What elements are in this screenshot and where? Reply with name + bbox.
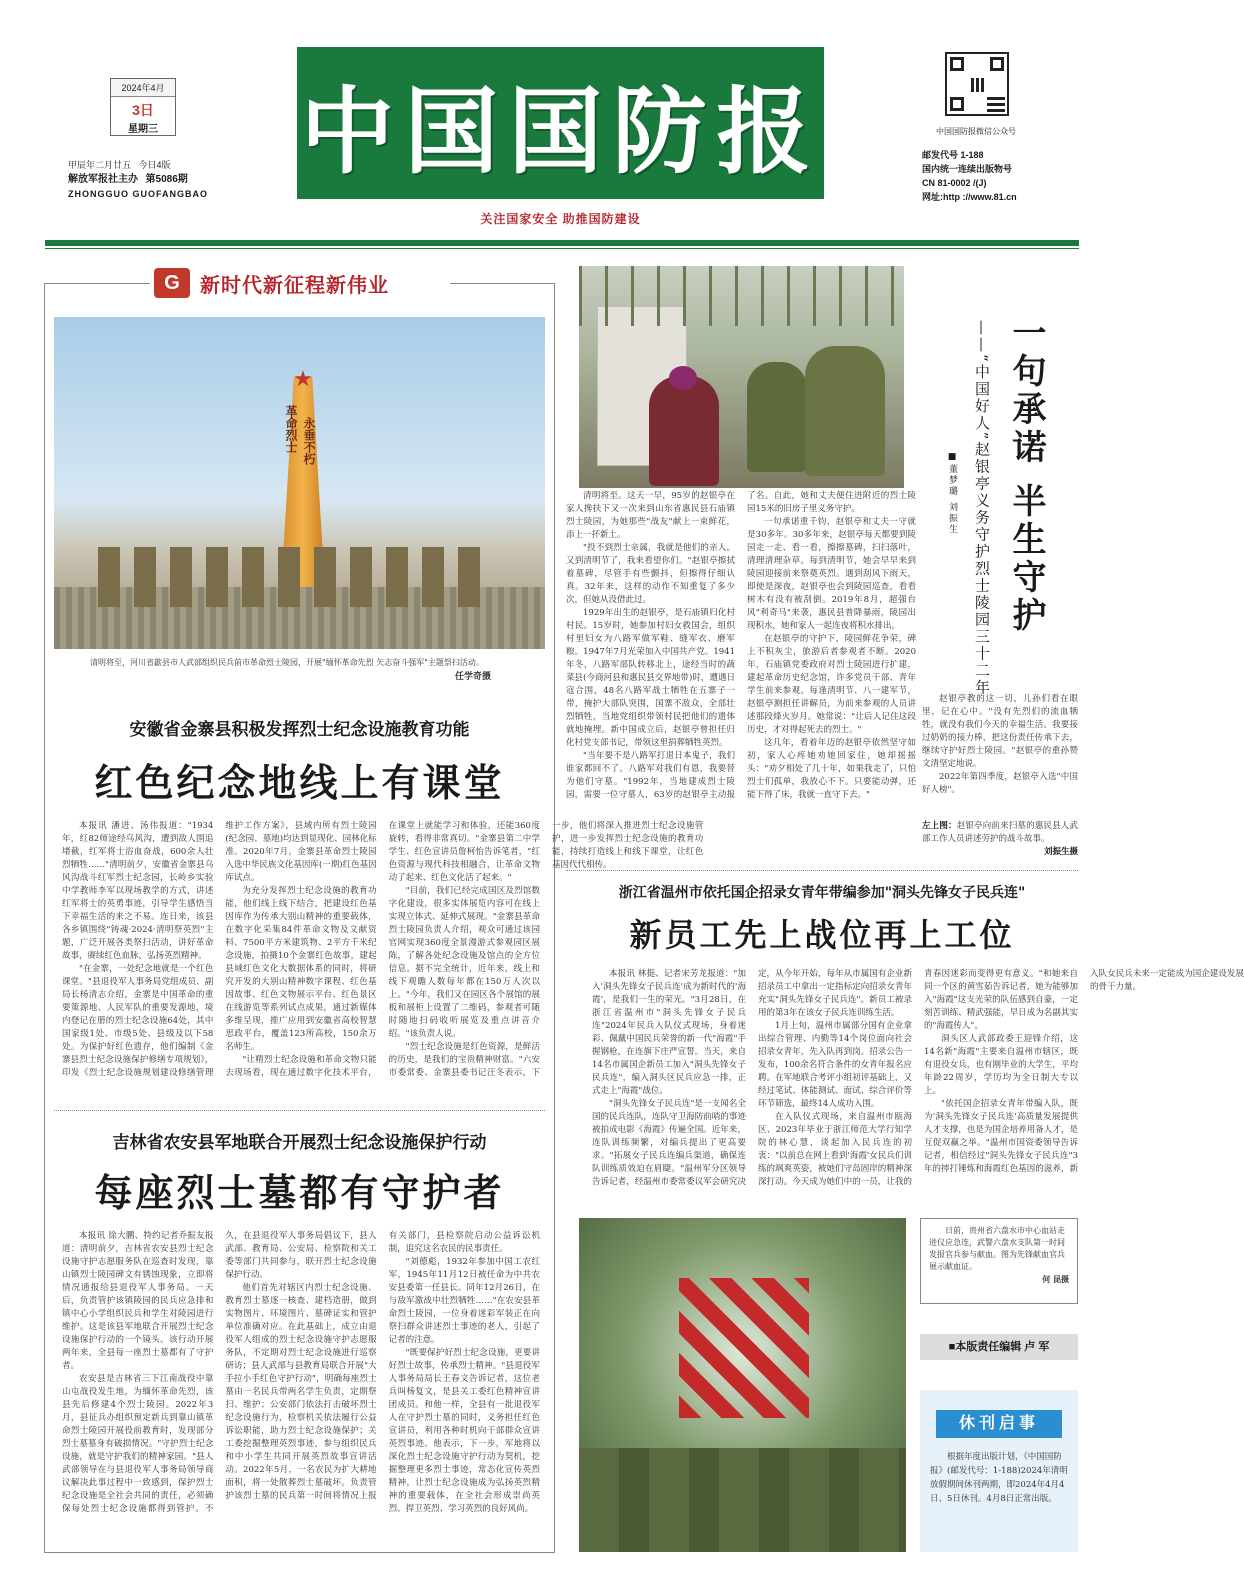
- feature-paragraph: "当年要不是八路军打退日本鬼子，我们谁家都回不了。八路军对我们有恩，我要替为他们守墓。"1992年，当地建成烈士陵园，需要一位守墓人，63岁的赵银亭主动报了名。自此，她和丈夫便住进附近的烈士陵园15米的旧房子里义务守护。: [566, 491, 916, 800]
- story3-headline: 新员工先上战位再上工位: [629, 916, 1015, 954]
- story3-paragraph: 在入队仪式现场，来自温州市瓯海区、2023年毕业于浙江师范大学行知学院的林心慧，谈起加入民兵连的初衷："以前总在网上看到'海霞'女民兵们训练的飒爽英姿，被她们守岛固岸的精神深深打动。今天成为她们中的一员，让我的青春因迷彩而变得更有意义。"和她来自同一个区的黄雪茹告诉记者，她为能够加入"海霞"这支光荣的队伍感到自豪，一定刻苦训练、精武强能，早日成为名副其实的"海霞传人"。: [758, 969, 1078, 1187]
- masthead-meta-right: [922, 148, 1017, 204]
- date-day: 3日: [132, 102, 154, 118]
- story2-paragraph: "刘德彪，1932年参加中国工农红军，1945年11月12日被任命为中共农安县委第一任县长。同年12月26日，在与敌军激战中壮烈牺牲……"在农安县革命烈士陵园，一位身着迷彩军装正在向祭扫群众讲述烈士事迹的老人，引起了记者的注意。: [388, 1257, 540, 1345]
- notice-body: 根据年度出版计划，《中国国防报》(邮发代号：1-188)2024年清明放假期间休刊两期，即2024年4月4日、5日休刊。4月8日正常出版。: [930, 1452, 1068, 1504]
- story1-paragraph: "烈士纪念设施是红色资源，是鲜活的历史，是我们的宝贵精神财富。"六安市委常委、金寨县委书记汪冬表示，下一步，他们将深入推进烈士纪念设施管护，进一步发挥烈士纪念设施的教育功能，持续打造线上和线下课堂，让红色基因代代相传。: [388, 821, 704, 1078]
- qr-code-icon[interactable]: [945, 52, 1009, 116]
- story1-paragraph: "让精烈士纪念设施和革命文物只能去现场看，现在通过数字化技术平台，在课堂上就能学习和体验，还能360度旋转，看得非常真切。"金寨县第二中学学生、红色宣讲员詹柯怡告诉笔者，"红色资源与现代科技相融合，让革命文物动了起来、红色文化活了起来。": [225, 821, 540, 1078]
- story2-paragraph: "既要保护好烈士纪念设施，更要讲好烈士故事，传承烈士精神。"县退役军人事务局局长王春文告诉记者，这位老兵叫杨复文，是县关工委红色精神宣讲团成员。和他一样，全县有一批退役军人在守护烈士墓的同时，义务担任红色宣讲员，利用各种时机向干部群众宣讲英烈事迹。他表示，下一步，军地将以深化烈士纪念设施守护行动为契机，挖掘整理更多烈士事迹，常态化宣传英烈精神，让烈士纪念设施成为弘扬英烈精神的重要载体，在全社会形成崇尚英烈、捍卫英烈、学习英烈的良好风尚。: [388, 1348, 540, 1514]
- monument-text-2: 永垂不朽: [302, 417, 316, 465]
- photo-caption-box: [920, 1218, 1078, 1304]
- feature-paragraph: 清明将至。这天一早，95岁的赵银亭在家人搀扶下又一次来到山东省惠民县石庙镇烈士陵园，为她那些"战友"献上一束鲜花，添上一抔新土。: [566, 491, 735, 540]
- story3-body: [592, 968, 1244, 1200]
- story2-paragraph: 农安县是吉林省三下江南战役中靠山屯战役发生地，为缅怀革命先烈，该县先后修建4个烈士陵园。2022年3月，县征兵办组织预定新兵到靠山镇革命烈士陵园开展役前教育时，发现部分烈士墓墓身有破损情况。"守护烈士纪念设施，就是守护我们的精神家园。"县人武部领导在与县退役军人事务局领导商议解决此事过程中一致感到，保护烈士纪念设施是全社会共同的责任，必须确保每处烈士纪念设施都得到管护。不久，在县退役军人事务局倡议下，县人武部、教育局、公安局、检察院和关工委等部门共同参与，联开烈士纪念设施保护行动。: [62, 1231, 377, 1514]
- feature-paragraph: 这几年，看着年迈的赵银亭依然坚守如初，家人心疼她劝她回家住，她却摇摇头："劝夕相处了几十年，如果我走了，只怕烈士们孤单，我放心不下。只要能动弹，还能下得了床，我就一直守下去。": [747, 738, 916, 800]
- feature-photo-caption: [922, 820, 1078, 866]
- notice-title: 休刊启事: [936, 1410, 1062, 1438]
- story1-paragraph: 为充分发挥烈士纪念设施的教育功能，他们线上线下结合，把建设红色基因库作为传承大别山精神的重要载体，在数字化采集84件革命文物及文献资料、7500平方米建筑物、2平方千米纪念设施，拍摄10个金寨红色故事，建起县域红色文化大数据体系的同时，将研究开发的大别山精神数字课程、红色基因故事、红色文物展示平台、红色景区在线游览等系列试点成果，通过新媒体多维呈现，推广应用到安徽省高校智慧思政平台，覆盖123所高校，150余万名师生。: [225, 886, 377, 1052]
- masthead-pinyin: ZHONGGUO GUOFANGBAO: [68, 189, 208, 199]
- date-weekday: 星期三: [128, 124, 158, 135]
- story1-paragraph: 本报讯 潘进、汤伟报道："1934年，红82师途经乌风沟，遭到敌人围追堵截，红军将士浴血奋战，600余人壮烈牺牲……"清明前夕，安徽省金寨县乌风沟战斗红军烈士纪念园，长岭乡实验中学教师李军以现场教学的方式，讲述红军将士的英勇事迹，引导学生感悟当下幸福生活的来之不易。连日来，该县各乡镇围绕"铸魂·2024·清明祭英烈"主题，广泛开展各类祭扫活动，讲好革命故事，赓续红色血脉，弘扬英烈精神。: [62, 821, 214, 961]
- masthead-logo[interactable]: [297, 47, 824, 199]
- story3-paragraph: "依托国企招录女青年带编入队，既为'洞头先锋女子民兵连'高质量发展提供人才支撑，也是为国企培养用备人才，是互促双赢之举。"温州市国资委领导告诉记者，相信经过"洞头先锋女子民兵连"3年的摔打锤炼和海霞红色基因的滋养，新入队女民兵未来一定能成为国企建设发展的骨干力量。: [924, 969, 1244, 1174]
- header-rule: [45, 240, 1079, 246]
- banner-title: 新时代新征程新伟业: [200, 274, 389, 297]
- publisher: 解放军报社主办: [68, 174, 138, 185]
- feature-paragraph: 1929年出生的赵银亭，是石庙镇归化村村民。15岁时，她参加村妇女救国会，组织村里妇女为八路军做军鞋、缝军衣、磨军粮。1947年7月光荣加入中国共产党。1941年冬，八路军部队转移北上，途经当时的蔬菜县(今商河县和惠民县交界地带)时，遭遇日寇合围，48名八路军战士牺牲在五寨子一带，掩护大部队突围，国寨不敌众，全部壮烈牺牲，当地党组织带领村民把他们的遗体就地掩埋。新中国成立后，赵银亭曾担任归化村党支部书记，带领这里捐葬牺牲英烈。: [566, 608, 735, 748]
- masthead-slogan: 关注国家安全 助推国防建设: [480, 212, 641, 226]
- section-banner: [150, 266, 450, 300]
- story3-paragraph: 洞头区人武部政委王迎锋介绍，这14名新"海霞"主要来自温州市辖区，既有退役女兵，也有刚毕业的大学生，平均年龄22周岁，学历均为全日制大专以上。: [924, 1034, 1078, 1096]
- qr-caption: 中国国防报微信公众号: [936, 127, 1016, 136]
- masthead-title: 中国国防报: [300, 76, 821, 187]
- feature-title: 一句承诺 半生守护: [1006, 315, 1046, 635]
- monument-photo: ★ 革命烈士 永垂不朽: [54, 317, 545, 649]
- feature-paragraph: 赵银亭教的这一切，儿孙们看在眼里，记在心中。"没有先烈们的流血牺牲，就没有我们今天的幸福生活。我要接过奶奶的接力棒，把这份责任传承下去，继续守护好烈士陵园。"赵银亭的重孙赞文清坚定地说。: [922, 694, 1078, 769]
- lunar-date: 甲辰年二月廿五: [68, 160, 132, 170]
- feature-body: [566, 490, 916, 860]
- header-rule-thin: [45, 248, 1079, 249]
- side-photo-credit: 何 昆摄: [1042, 1274, 1069, 1284]
- date-year-month: 2024年4月: [111, 79, 175, 97]
- feature-photo-credit: 刘振生摄: [1043, 847, 1078, 857]
- story-divider: [54, 1110, 545, 1111]
- side-photo-caption: 日前，贵州省六盘水市中心血站走进仪应急连，武警六盘水支队第一时间发报官兵参与献血。图为先锋献血官兵展示献血证。: [929, 1226, 1065, 1271]
- monument-text-1: 革命烈士: [284, 405, 298, 453]
- feature-photo: [579, 266, 904, 488]
- blood-donation-photo: [579, 1218, 906, 1552]
- feature-caption-label: 左上图：: [922, 821, 957, 831]
- story3-paragraph: 1月上旬，温州市属部分国有企业拿出综合管理、内勤等14个岗位面向社会招录女青年，先入队再到岗。招录公告一发布，100余名符合条件的女青年报名应聘。在军地联合考评小组初评基础上，又经过笔试、体能测试、面试、综合评价等环节筛选，最终14人成功入围。: [758, 1021, 912, 1109]
- feature-paragraph: 一句承诺重千钧，赵银亭和丈夫一守就是30多年。30多年来，赵银亭每天都要到陵园走一走、看一看，擦擦墓碑，扫扫落叶，清理清理杂草。每到清明节，她会早早来到陵园迎接前来祭奠英烈。遇到刮风下雨天，即使是深夜，赵银亭也会到陵园巡查，看看树木有没有被刮倒。2019年8月，超强台风"利奇马"来袭，惠民县普降暴雨，陵园出现积水，她和家人一起连夜将积水排出。: [747, 517, 916, 631]
- story-divider: [566, 870, 1078, 871]
- cn-serial-label: 国内统一连续出版物号: [922, 164, 1013, 174]
- story2-headline: 每座烈士墓都有守护者: [94, 1171, 505, 1215]
- date-box: [110, 78, 176, 136]
- cn-number: CN 81-0002 /(J): [922, 178, 987, 188]
- story2-paragraph: 本报讯 徐大鹏、特约记者乔振友报道：清明前夕，吉林省农安县烈士纪念设施守护志愿服务队在巡查时发现，靠山镇烈士陵园碑文有锈蚀现象，立即将情况通报给县退役军人事务局。一天后，负责管护该镇陵园的民兵应急排和镇中心小学组织民兵和学生对陵园进行维护。这是该县军地联合开展烈士纪念设施保护行动的一个镜头。该行动开展两年来，全县每一座烈士墓都有了守护者。: [62, 1231, 214, 1371]
- story1-kicker: 安徽省金寨县积极发挥烈士纪念设施教育功能: [129, 720, 470, 740]
- story1-paragraph: "在金寨，一处纪念地就是一个红色课堂。"县退役军人事务局党组成员、副局长杨清志介绍，金寨是中国革命的重要策源地、人民军队的重要发源地，境内登记在册的烈士纪念设施64处，其中国家级1处、市级5处、县级及以下58处。为保护好红色遗存，他们编制《金寨县烈士纪念设施保护修缮专项规划》，印发《烈士纪念设施规划建设修缮管理维护工作方案》，县域内所有烈士陵园(纪念园、墓地)均达到显现化、园林化标准。2020年7月，金寨县革命烈士陵园入选中华民族文化基因库(一期)红色基因库试点。: [62, 821, 377, 1078]
- monument-photo-caption: 清明将至，河川省歙县市人武部组织民兵前市革命烈士陵园，开展"缅怀革命先烈 矢志奋斗强军"主题祭扫活动。: [90, 658, 484, 667]
- website-link[interactable]: 网址:http ://www.81.cn: [922, 192, 1017, 202]
- issue-number: 第5086期: [145, 174, 188, 185]
- story3-paragraph: "洞头先锋女子民兵连"是一支闻名全国的民兵连队，连队守卫海防前哨的事迹被拍成电影《海霞》传遍全国。近年来，连队训练频繁，对编兵提出了更高要求。"拓展女子民兵连编兵渠道，确保连队训练质效迫在眉睫。"温州军分区领导告诉记者，经温州市委常委议军会研究决定，从今年开始，每年从市属国有企业新招录员工中拿出一定指标定向招录女青年充实"洞头先锋女子民兵连"。新员工被录用的第3年在该女子民兵连训练生活。: [592, 969, 912, 1187]
- monument-photo-credit: 任学奇摄: [455, 672, 492, 682]
- notice-box: [920, 1390, 1078, 1552]
- feature-paragraph: "投不到烈士亲属，我就是他们的亲人。又到清明节了，我来看望你们。"赵银亭擦拭着墓碑，尽管手有些颤抖，但擦得仔细认真。32年来，这样的动作不知重复了多少次，但她从没借此过。: [566, 543, 735, 605]
- page-count: 今日4版: [138, 160, 171, 170]
- feature-byline: ■董梦璐 刘振生: [947, 452, 957, 535]
- story2-body: [62, 1230, 540, 1544]
- story3-paragraph: 本报讯 林挺、记者宋芳龙报道："加入'洞头先锋女子民兵连'成为新时代的'海霞'，是我们一生的荣光。"3月28日，在浙江省温州市"洞头先锋女子民兵连"2024年民兵入队仪式现场，身着迷彩、佩戴中国民兵荣誉的新一代"海霞"手握钢枪，在连旗下庄严宣誓。当天，来自14名市属国企新员工加入"洞头先锋女子民兵连"，编入洞头区民兵应急一排，正式走上"海霞"战位。: [592, 969, 746, 1096]
- masthead-meta-left: [68, 158, 208, 201]
- story2-kicker: 吉林省农安县军地联合开展烈士纪念设施保护行动: [112, 1133, 487, 1153]
- story3-kicker: 浙江省温州市依托国企招录女青年带编参加"洞头先锋女子民兵连": [618, 885, 1026, 901]
- feature-subtitle: ——“中国好人”赵银亭义务守护烈士陵园三十二年: [973, 320, 991, 697]
- page-editor: ■本版责任编辑 卢 军: [920, 1334, 1078, 1360]
- feature-body-end: [922, 693, 1078, 817]
- story1-headline: 红色纪念地线上有课堂: [94, 761, 505, 805]
- postal-code: 邮发代号 1-188: [922, 150, 984, 160]
- feature-caption-text: 赵银亭向前来扫墓的惠民县人武部工作人员讲述劳护的战斗故事。: [922, 821, 1078, 844]
- story2-paragraph: 他们首先对辖区内烈士纪念设施、教育烈士墓逐一核查、建档造册，做到实物图片、环境图片、墓碑证实和管护单位准确对应。在此基础上，成立由退役军人组成的烈士纪念设施守护志愿服务队，不定期对烈士纪念设施进行巡察研访；县人武部与县教育局联合开展"大手拉小手红色守护行动"，明确每座烈士墓由一名民兵带两名学生负责，定期祭扫、维护；公安部门依法打击破坏烈士纪念设施行为，检察机关依法履行公益诉讼职能，助力烈士纪念设施保护；关工委挖掘整理英烈事迹，参与组织民兵和中小学生共同开展英烈故事宣讲活动。2022年5月，一名农民为扩大耕地面积，将一处散葬烈士墓破坏。负责管护该烈士墓的民兵第一时间将情况上报有关部门，县检察院启动公益诉讼机制，追究这名农民的民事责任。: [225, 1231, 540, 1501]
- banner-logo-icon: G: [154, 268, 190, 298]
- feature-paragraph: 2022年第四季度，赵银亭入选"中国好人榜"。: [922, 772, 1078, 795]
- story1-paragraph: "目前，我们已经完成国区及烈馆数字化建设，很多实体展览内容可在线上实现立体式、延伸式展现。"金寨县革命烈士陵园负责人介绍，观众可通过该园官网实现360度全景漫游式参观园区展陈，了解各处纪念设施及馆点的全方位信息。据不完全统计，近年来，线上和线下观瞻人数每年都在150万人次以上。"今年，我们又在园区各个展馆的展板和展柜上设置了二维码，参观者可随时随地扫码收听展览及重点讲音介绍。"该负责人说。: [388, 886, 540, 1039]
- feature-paragraph: 在赵银亭的守护下，陵园鲜花争荣，碑上不积灰尘，旅游后者参观者不断。2020年，石庙镇党委政府对烈士陵园进行扩建，建起革命历史纪念馆，许多党员干部、青年学生前来参观。每逢清明节、八一建军节，赵银亭测担任讲解员，为前来参观的人员讲述那段烽火岁月。她常说："让后人记住这段历史，才对得起死去的烈士。": [747, 634, 916, 735]
